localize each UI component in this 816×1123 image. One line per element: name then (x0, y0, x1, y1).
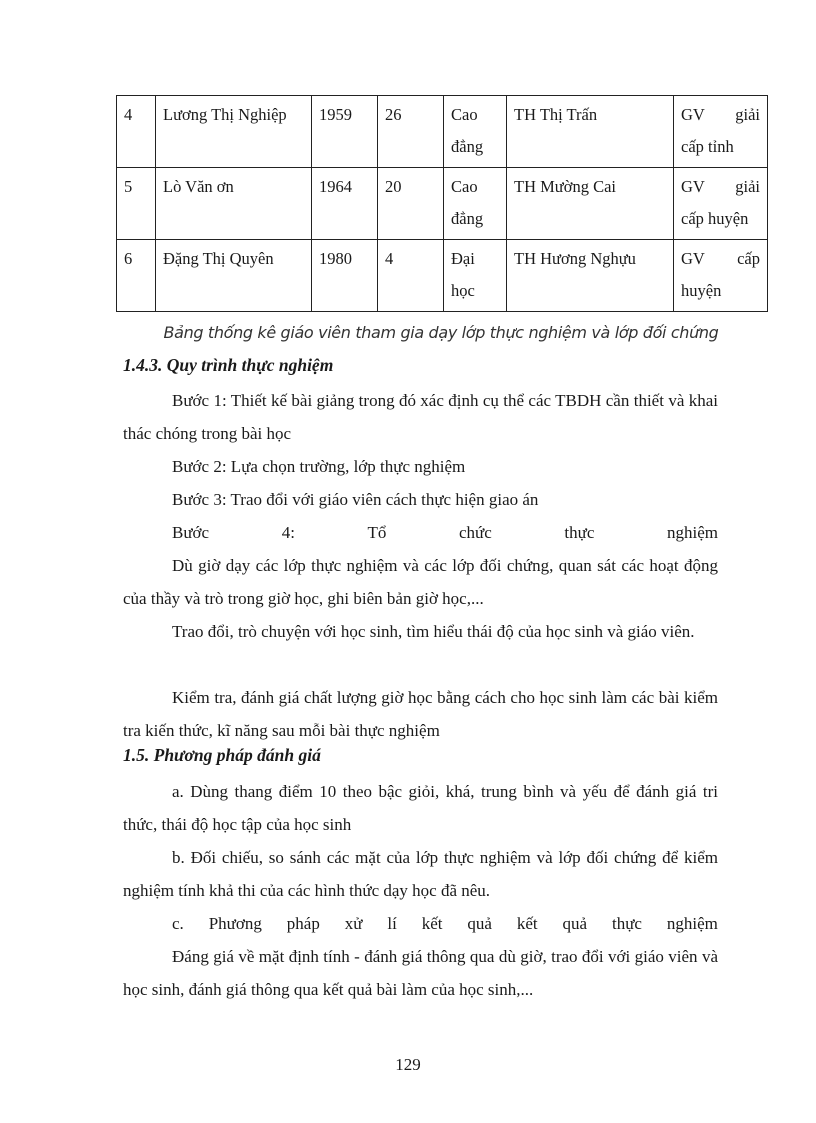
word: thực (564, 523, 595, 542)
cell-years-teaching: 4 (378, 240, 444, 312)
cell-award (674, 96, 768, 168)
cell-school: TH Mường Cai (507, 168, 674, 240)
word: quả (562, 914, 588, 933)
table-row (117, 96, 768, 168)
cell-years-teaching: 26 (378, 96, 444, 168)
cell-name: Lương Thị Nghiệp (156, 96, 312, 168)
award-first-line (681, 243, 760, 275)
step-3-paragraph: Bước 3: Trao đổi với giáo viên cách thực hiện giao án (172, 490, 539, 509)
cell-birth-year: 1980 (312, 240, 378, 312)
word: Phương (208, 914, 262, 933)
cell-award (674, 168, 768, 240)
qualitative-evaluation-paragraph: Đáng giá về mặt định tính - đánh giá thông qua dù giờ, trao đổi với giáo viên và học sinh, đánh giá thông qua kết quả bài làm của học sinh,... (123, 947, 718, 999)
cell-no: 5 (117, 168, 156, 240)
assessment-paragraph: Kiểm tra, đánh giá chất lượng giờ học bằng cách cho học sinh làm các bài kiểm tra kiến thức, kĩ năng sau mỗi bài thực nghiệm (123, 688, 718, 740)
word: lí (387, 914, 397, 933)
word: Tổ (367, 523, 387, 542)
observation-paragraph: Dù giờ dạy các lớp thực nghiệm và các lớp đối chứng, quan sát các hoạt động của thầy và trò trong giờ học, ghi biên bản giờ học,... (123, 556, 718, 608)
word: quả (467, 914, 492, 933)
table-row (117, 168, 768, 240)
award-rest: cấp tỉnh (681, 137, 734, 156)
award-word: GV (681, 105, 705, 124)
word: c. (172, 914, 184, 933)
award-first-line (681, 171, 760, 203)
item-a-paragraph: a. Dùng thang điểm 10 theo bậc giỏi, khá, trung bình và yếu để đánh giá tri thức, thái độ học tập của học sinh (123, 782, 718, 834)
word: nghiệm (666, 523, 718, 542)
item-b-paragraph: b. Đối chiếu, so sánh các mặt của lớp thực nghiệm và lớp đối chứng để kiểm nghiệm tính khả thi của các hình thức dạy học đã nêu. (123, 848, 718, 900)
section-heading-1-5: 1.5. Phương pháp đánh giá (123, 745, 321, 765)
word: Bước (172, 523, 210, 542)
word: xử (344, 914, 363, 933)
cell-award (674, 240, 768, 312)
table-row (117, 240, 768, 312)
section-heading-1-4-3: 1.4.3. Quy trình thực nghiệm (123, 355, 334, 375)
table-caption: Bảng thống kê giáo viên tham gia dạy lớp thực nghiệm và lớp đối chứng (163, 323, 719, 342)
step-4-paragraph (172, 516, 718, 549)
cell-degree: Cao đẳng (444, 96, 507, 168)
award-first-line (681, 99, 760, 131)
award-rest: cấp huyện (681, 209, 749, 228)
step-2-paragraph: Bước 2: Lựa chọn trường, lớp thực nghiệm (172, 457, 466, 476)
award-word: GV (681, 177, 705, 196)
cell-school: TH Thị Trấn (507, 96, 674, 168)
cell-birth-year: 1959 (312, 96, 378, 168)
cell-no: 4 (117, 96, 156, 168)
award-word: giải (735, 105, 760, 124)
teacher-statistics-table (116, 95, 768, 312)
award-rest: huyện (681, 281, 722, 300)
word: thực (612, 914, 642, 933)
page-number: 129 (395, 1055, 421, 1074)
word: kết (516, 914, 538, 933)
cell-name: Lò Văn ơn (156, 168, 312, 240)
item-c-paragraph (172, 907, 718, 940)
cell-degree: Cao đẳng (444, 168, 507, 240)
award-word: GV (681, 249, 705, 268)
word: nghiệm (666, 914, 718, 933)
word: kết (421, 914, 443, 933)
step-1-paragraph: Bước 1: Thiết kế bài giảng trong đó xác định cụ thể các TBDH cần thiết và khai thác chóng trong bài học (123, 391, 718, 443)
cell-years-teaching: 20 (378, 168, 444, 240)
award-word: cấp (737, 249, 760, 268)
cell-school: TH Hương Nghựu (507, 240, 674, 312)
discussion-paragraph: Trao đổi, trò chuyện với học sinh, tìm hiểu thái độ của học sinh và giáo viên. (172, 622, 695, 641)
cell-degree: Đại học (444, 240, 507, 312)
cell-no: 6 (117, 240, 156, 312)
cell-birth-year: 1964 (312, 168, 378, 240)
word: 4: (281, 523, 295, 542)
table-body (117, 96, 768, 312)
word: pháp (286, 914, 320, 933)
award-word: giải (735, 177, 760, 196)
word: chức (459, 523, 492, 542)
cell-name: Đặng Thị Quyên (156, 240, 312, 312)
